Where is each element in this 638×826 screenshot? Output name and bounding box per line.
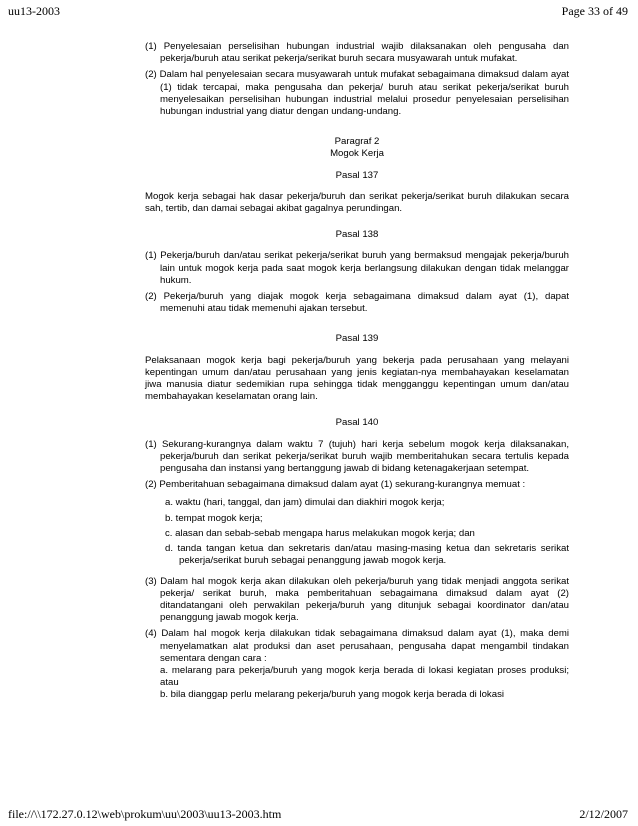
pasal-139-title: Pasal 139 bbox=[335, 333, 379, 345]
list-item: d. tanda tangan ketua dan sekretaris dan/atau masing-masing ketua dan sekretaris serikat pekerja/serikat buruh sebagai penanggung jawab mogok kerja. bbox=[165, 543, 569, 567]
pasal-140-title: Pasal 140 bbox=[335, 417, 379, 429]
pasal-137-text: Mogok kerja sebagai hak dasar pekerja/buruh dan serikat pekerja/serikat buruh dilakukan secara sah, tertib, dan damai sebagai akibat gagalnya perundingan. bbox=[145, 190, 569, 215]
pasal-139-text: Pelaksanaan mogok kerja bagi pekerja/buruh yang bekerja pada perusahaan yang melayani kepentingan umum dan/atau perusahaan yang jenis kegiatan-nya membahayakan keselamatan jiwa manusia diatur sedemikian rupa sehingga tidak mengganggu kepentingan umum dan/atau membahayakan keselamatan orang lain. bbox=[145, 354, 569, 403]
pasal-140-item-4: (4) Dalam hal mogok kerja dilakukan tidak sebagaimana dimaksud dalam ayat (1), maka demi menyelamatkan alat produksi dan aset perusahaan, pengusaha dapat mengambil tindakan sementara dengan cara : bbox=[145, 628, 569, 664]
paragraf-number: Paragraf 2 bbox=[334, 136, 380, 148]
footer-date: 2/12/2007 bbox=[579, 807, 628, 821]
document-body bbox=[145, 41, 569, 702]
paragraf-title: Mogok Kerja bbox=[330, 148, 384, 160]
header-document-name: uu13-2003 bbox=[8, 4, 60, 18]
pasal-140-item-2: (2) Pemberitahuan sebagaimana dimaksud dalam ayat (1) sekurang-kurangnya memuat : bbox=[145, 479, 526, 491]
pasal-140-item-1: (1) Sekurang-kurangnya dalam waktu 7 (tujuh) hari kerja sebelum mogok kerja dilaksanakan, pekerja/buruh dan serikat pekerja/serikat buruh wajib memberitahukan secara tertulis kepada pengusaha dan instansi yang bertanggung jawab di bidang ketenagakerjaan setempat. bbox=[145, 438, 569, 475]
pasal-137-title: Pasal 137 bbox=[335, 169, 379, 181]
list-item: c. alasan dan sebab-sebab mengapa harus melakukan mogok kerja; dan bbox=[165, 527, 475, 539]
pasal-138-item-1: (1) Pekerja/buruh dan/atau serikat pekerja/serikat buruh yang bermaksud mengajak pekerja/buruh lain untuk mogok kerja pada saat mogok kerja berlangsung dilakukan dengan tidak melanggar hukum. bbox=[145, 250, 569, 286]
list-item: b. tempat mogok kerja; bbox=[165, 512, 263, 524]
footer-file-path: file://\\172.27.0.12\web\prokum\uu\2003\uu13-2003.htm bbox=[8, 807, 282, 821]
header-page-number: Page 33 of 49 bbox=[561, 4, 628, 18]
pasal-138-title: Pasal 138 bbox=[335, 229, 379, 241]
list-item: a. waktu (hari, tanggal, dan jam) dimulai dan diakhiri mogok kerja; bbox=[165, 497, 445, 509]
pasal-138-item-2: (2) Pekerja/buruh yang diajak mogok kerja sebagaimana dimaksud dalam ayat (1), dapat memenuhi atau tidak memenuhi ajakan tersebut. bbox=[145, 291, 569, 315]
pasal-140-item-4a: a. melarang para pekerja/buruh yang mogok kerja berada di lokasi kegiatan proses produksi; atau bbox=[160, 664, 569, 689]
pasal-140-item-4b: b. bila dianggap perlu melarang pekerja/buruh yang mogok kerja berada di lokasi bbox=[160, 689, 504, 701]
pasal-140-item-3: (3) Dalam hal mogok kerja akan dilakukan oleh pekerja/buruh yang tidak menjadi anggota serikat pekerja/ serikat buruh, maka pemberitahuan sebagaimana dimaksud dalam ayat (2) ditandatangani oleh perwakilan pekerja/buruh yang ditunjuk sebagai koordinator dan/atau penanggung jawab mogok kerja. bbox=[145, 575, 569, 624]
pasal-140-letter-list bbox=[165, 497, 569, 567]
article-136-item-1: (1) Penyelesaian perselisihan hubungan industrial wajib dilaksanakan oleh pengusaha dan pekerja/buruh atau serikat pekerja/serikat buruh secara musyawarah untuk mufakat. bbox=[145, 41, 569, 65]
article-136-item-2: (2) Dalam hal penyelesaian secara musyawarah untuk mufakat sebagaimana dimaksud dalam ayat (1) tidak tercapai, maka pengusaha dan pekerja/ buruh atau serikat pekerja/serikat buruh menyelesaikan perselisihan hubungan industrial melalui prosedur penyelesaian perselisihan hubungan industrial yang diatur dengan undang-undang. bbox=[145, 69, 569, 118]
